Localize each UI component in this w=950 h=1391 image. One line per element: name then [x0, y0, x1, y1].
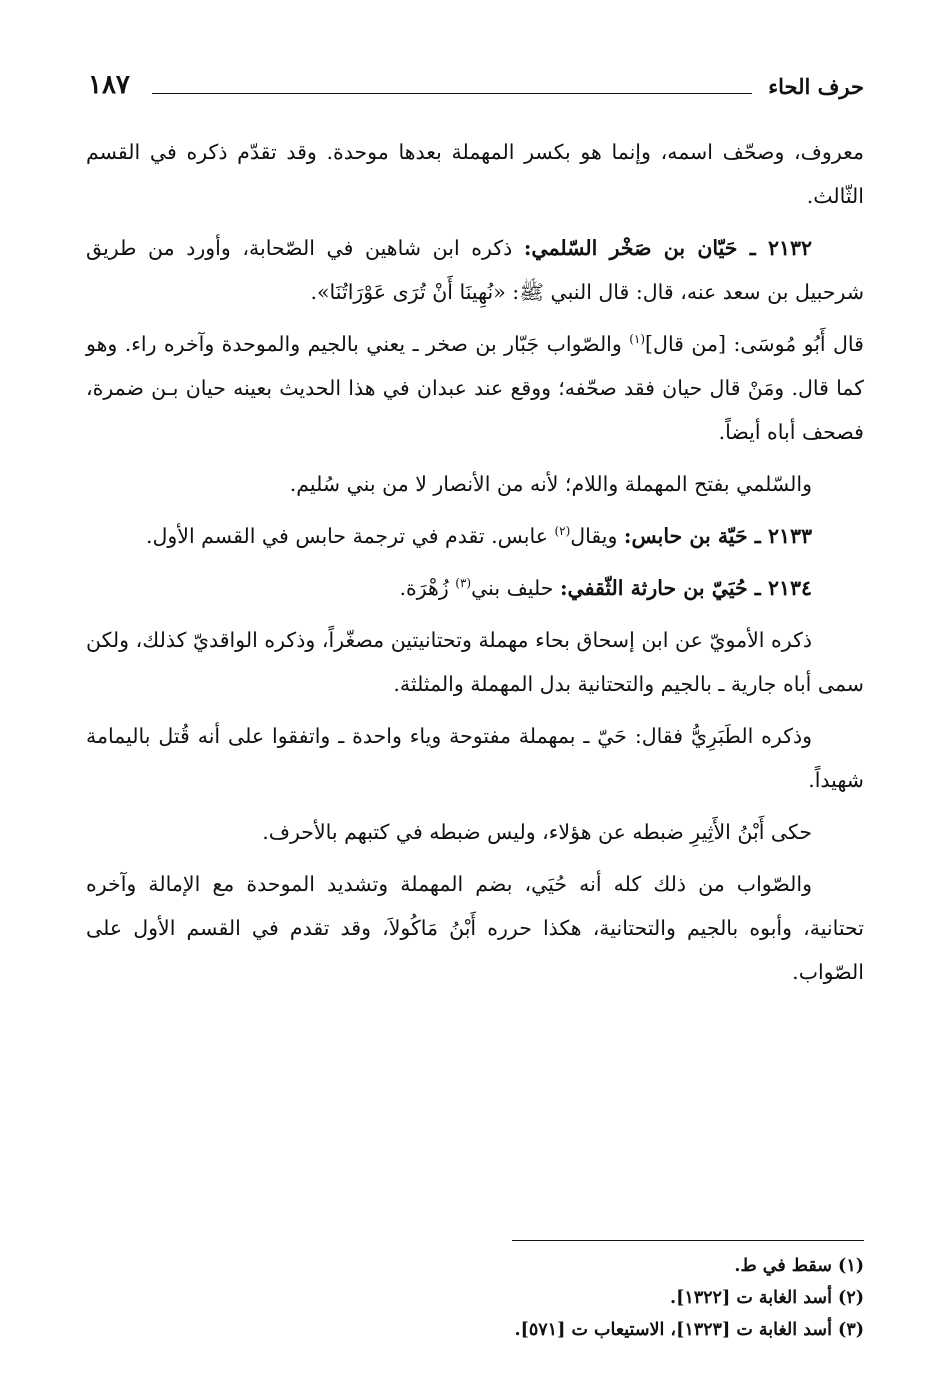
footnote-ref-3: (٣) [455, 576, 472, 591]
entry-heading: ٢١٣٤ ـ حُيَيّ بن حارثة الثّقفي: [559, 576, 812, 600]
paragraph-amawi: ذكره الأمويّ عن ابن إسحاق بحاء مهملة وتحتانيتين مصغّراً، وذكره الواقديّ كذلك، ولكن سمى أباه جارية ـ بالجيم والتحتانية بدل المهملة والمثلثة. [86, 628, 864, 696]
paragraph-salami: والسّلمي بفتح المهملة واللام؛ لأنه من الأنصار لا من بني سُليم. [289, 472, 812, 496]
section-title: حرف الحاء [768, 74, 864, 99]
paragraph-conclusion: والصّواب من ذلك كله أنه حُيَي، بضم المهملة وتشديد الموحدة مع الإمالة وآخره تحتانية، وأبوه بالجيم والتحتانية، هكذا حرره أَبْنُ مَاكُولاَ، وقد تقدم في القسم الأول على الصّواب. [86, 872, 864, 984]
page-number: ١٨٧ [88, 70, 130, 100]
footnote-2: (٢) أسد الغابة ت [١٣٢٢]. [669, 1288, 864, 1308]
footnote-separator [512, 1240, 864, 1241]
entry-2132 [86, 226, 864, 314]
header-rule [152, 93, 752, 94]
entry-2134: ٢١٣٤ ـ حُيَيّ بن حارثة الثّقفي: حليف بني$^{(٣)}$ زُهْرَة. [399, 576, 812, 600]
paragraph-continuation: معروف، وصحّف اسمه، وإنما هو بكسر المهملة بعدها موحدة. وقد تقدّم ذكره في القسم الثّالث. [86, 140, 864, 208]
entry-heading: ٢١٣٣ ـ حَيّة بن حابس: [623, 524, 812, 548]
paragraph-abu-musa: قال أَبُو مُوسَى: [من قال]$^{(١)}$ والصّواب جَبّار بن صخر ـ يعني بالجيم والموحدة وآخره راء. وهو كما قال. ومَنْ قال حيان فقد صحّفه؛ ووقع عند عبدان في هذا الحديث بعينه حيان بـن ضمرة، فصحف أباه أيضاً. [86, 332, 864, 444]
paragraph-ibn-athir: حكى أَبْنُ الأَثِيرِ ضبطه عن هؤلاء، وليس ضبطه في كتبهم بالأحرف. [262, 820, 812, 844]
entry-heading: ٢١٣٢ ـ حَيّان بن صَخْر السّلمي: [523, 236, 812, 260]
running-header [88, 70, 864, 110]
entry-text: ذكره ابن شاهين في الصّحابة، وأورد من طريق شرحبيل بن سعد عنه، قال: قال النبي ﷺ: «نُهِينَا أَنْ تُرَى عَوْرَاتُنَا». [86, 236, 864, 304]
footnote-ref-2: (٢) [554, 524, 571, 539]
footnotes [444, 1250, 864, 1346]
main-text [86, 130, 864, 1002]
footnote-1: (١) سقط في ط. [734, 1256, 864, 1276]
entry-2133: ٢١٣٣ ـ حَيّة بن حابس: ويقال$^{(٢)}$ عابس. تقدم في ترجمة حابس في القسم الأول. [145, 524, 812, 548]
paragraph-tabari: وذكره الطَبَرِيُّ فقال: حَيّ ـ بمهملة مفتوحة وياء واحدة ـ واتفقوا على أنه قُتل باليمامة شهيداً. [86, 724, 864, 792]
footnote-3: (٣) أسد الغابة ت [١٣٢٣]، الاستيعاب ت [٥٧١]. [514, 1320, 864, 1340]
footnote-ref-1: (١) [629, 332, 646, 347]
